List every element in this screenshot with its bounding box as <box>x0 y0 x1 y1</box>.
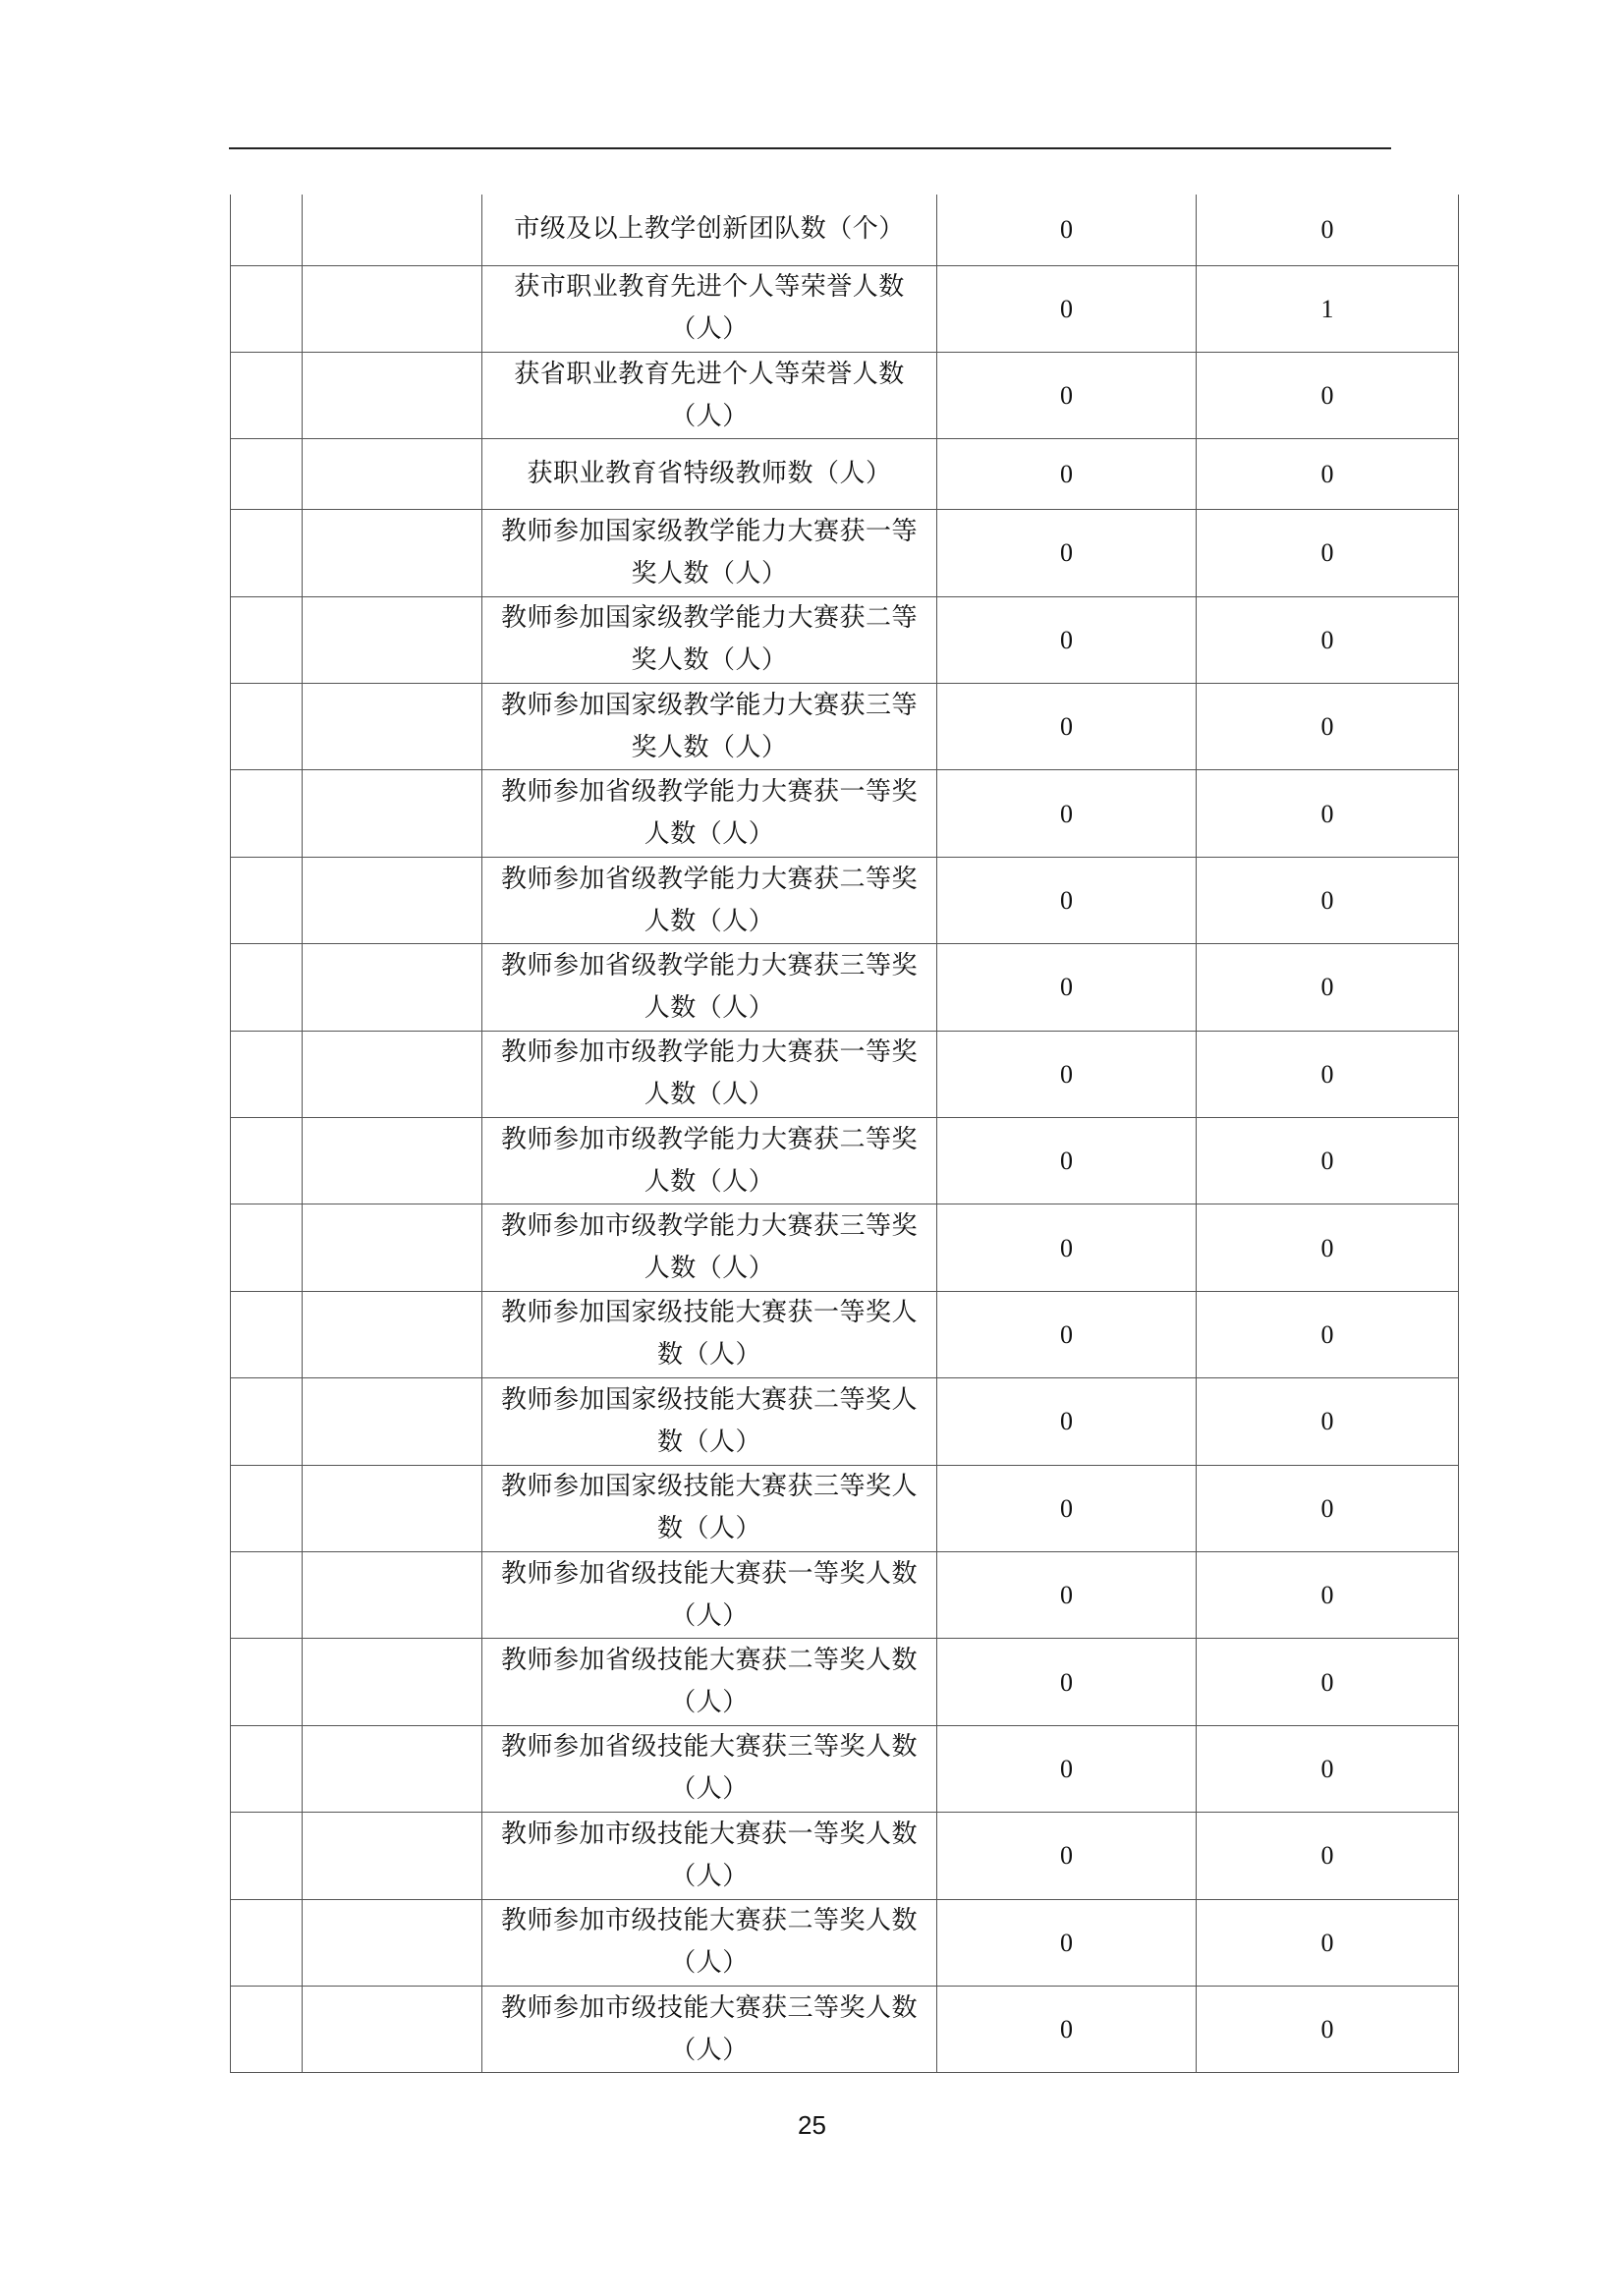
table-row <box>231 1725 1459 1812</box>
value-b-cell: 0 <box>1197 1899 1459 1986</box>
category-cell <box>231 352 303 438</box>
table-row <box>231 1639 1459 1725</box>
value-b-cell: 0 <box>1197 684 1459 770</box>
value-b-cell: 1 <box>1197 265 1459 352</box>
table-row <box>231 1551 1459 1638</box>
subcategory-cell <box>303 1551 482 1638</box>
indicator-label: 教师参加国家级教学能力大赛获一等奖人数（人） <box>482 510 937 596</box>
value-b-cell: 0 <box>1197 195 1459 265</box>
subcategory-cell <box>303 1118 482 1204</box>
category-cell <box>231 1118 303 1204</box>
indicator-label: 教师参加国家级技能大赛获二等奖人数（人） <box>482 1378 937 1465</box>
category-cell <box>231 1291 303 1377</box>
subcategory-cell <box>303 1899 482 1986</box>
indicator-label: 教师参加市级教学能力大赛获二等奖人数（人） <box>482 1118 937 1204</box>
category-cell <box>231 1899 303 1986</box>
category-cell <box>231 1551 303 1638</box>
category-cell <box>231 1378 303 1465</box>
subcategory-cell <box>303 1465 482 1551</box>
indicator-label: 教师参加国家级教学能力大赛获三等奖人数（人） <box>482 684 937 770</box>
table-row <box>231 596 1459 683</box>
subcategory-cell <box>303 439 482 510</box>
value-a-cell: 0 <box>937 1639 1197 1725</box>
category-cell <box>231 770 303 857</box>
table-row <box>231 1118 1459 1204</box>
table-row <box>231 352 1459 438</box>
table-row <box>231 510 1459 596</box>
category-cell <box>231 1639 303 1725</box>
value-b-cell: 0 <box>1197 596 1459 683</box>
value-a-cell: 0 <box>937 1031 1197 1117</box>
indicator-label: 获省职业教育先进个人等荣誉人数（人） <box>482 352 937 438</box>
subcategory-cell <box>303 265 482 352</box>
indicator-label: 教师参加市级教学能力大赛获一等奖人数（人） <box>482 1031 937 1117</box>
value-a-cell: 0 <box>937 1465 1197 1551</box>
subcategory-cell <box>303 944 482 1031</box>
table-row <box>231 1031 1459 1117</box>
subcategory-cell <box>303 684 482 770</box>
table-row <box>231 944 1459 1031</box>
table-row <box>231 195 1459 265</box>
value-a-cell: 0 <box>937 857 1197 943</box>
value-a-cell: 0 <box>937 1725 1197 1812</box>
value-a-cell: 0 <box>937 510 1197 596</box>
value-b-cell: 0 <box>1197 1551 1459 1638</box>
indicator-label: 获市职业教育先进个人等荣誉人数（人） <box>482 265 937 352</box>
indicator-label: 教师参加市级技能大赛获一等奖人数（人） <box>482 1813 937 1899</box>
value-a-cell: 0 <box>937 1551 1197 1638</box>
indicator-label: 教师参加市级技能大赛获三等奖人数（人） <box>482 1986 937 2072</box>
table-row <box>231 265 1459 352</box>
category-cell <box>231 439 303 510</box>
table-row <box>231 1204 1459 1291</box>
table-row <box>231 1899 1459 1986</box>
value-a-cell: 0 <box>937 1899 1197 1986</box>
value-b-cell: 0 <box>1197 944 1459 1031</box>
value-b-cell: 0 <box>1197 1118 1459 1204</box>
value-a-cell: 0 <box>937 684 1197 770</box>
value-b-cell: 0 <box>1197 352 1459 438</box>
value-a-cell: 0 <box>937 596 1197 683</box>
category-cell <box>231 1204 303 1291</box>
category-cell <box>231 265 303 352</box>
category-cell <box>231 857 303 943</box>
indicator-label: 教师参加国家级技能大赛获一等奖人数（人） <box>482 1291 937 1377</box>
table-row <box>231 1465 1459 1551</box>
indicator-label: 教师参加省级技能大赛获三等奖人数（人） <box>482 1725 937 1812</box>
indicator-label: 获职业教育省特级教师数（人） <box>482 439 937 510</box>
subcategory-cell <box>303 1031 482 1117</box>
indicator-label: 教师参加省级教学能力大赛获二等奖人数（人） <box>482 857 937 943</box>
category-cell <box>231 1813 303 1899</box>
subcategory-cell <box>303 1725 482 1812</box>
table-row <box>231 1813 1459 1899</box>
subcategory-cell <box>303 1378 482 1465</box>
category-cell <box>231 1465 303 1551</box>
page-number: 25 <box>798 2110 826 2140</box>
value-a-cell: 0 <box>937 439 1197 510</box>
category-cell <box>231 944 303 1031</box>
subcategory-cell <box>303 1291 482 1377</box>
subcategory-cell <box>303 1986 482 2072</box>
category-cell <box>231 510 303 596</box>
indicator-label: 教师参加国家级技能大赛获三等奖人数（人） <box>482 1465 937 1551</box>
table-row <box>231 1986 1459 2072</box>
value-b-cell: 0 <box>1197 1291 1459 1377</box>
table-row <box>231 1291 1459 1377</box>
value-a-cell: 0 <box>937 1378 1197 1465</box>
value-b-cell: 0 <box>1197 1986 1459 2072</box>
value-a-cell: 0 <box>937 352 1197 438</box>
value-a-cell: 0 <box>937 1118 1197 1204</box>
subcategory-cell <box>303 857 482 943</box>
indicator-label: 教师参加省级技能大赛获二等奖人数（人） <box>482 1639 937 1725</box>
indicator-label: 市级及以上教学创新团队数（个） <box>482 195 937 265</box>
category-cell <box>231 1725 303 1812</box>
value-a-cell: 0 <box>937 944 1197 1031</box>
subcategory-cell <box>303 1204 482 1291</box>
value-a-cell: 0 <box>937 265 1197 352</box>
value-a-cell: 0 <box>937 1813 1197 1899</box>
value-a-cell: 0 <box>937 1986 1197 2072</box>
indicator-label: 教师参加省级教学能力大赛获三等奖人数（人） <box>482 944 937 1031</box>
header-rule <box>229 147 1391 149</box>
value-b-cell: 0 <box>1197 439 1459 510</box>
value-b-cell: 0 <box>1197 857 1459 943</box>
value-b-cell: 0 <box>1197 1204 1459 1291</box>
value-b-cell: 0 <box>1197 510 1459 596</box>
indicator-label: 教师参加省级教学能力大赛获一等奖人数（人） <box>482 770 937 857</box>
table-row <box>231 1378 1459 1465</box>
value-b-cell: 0 <box>1197 1465 1459 1551</box>
value-a-cell: 0 <box>937 195 1197 265</box>
category-cell <box>231 1986 303 2072</box>
subcategory-cell <box>303 510 482 596</box>
table-row <box>231 684 1459 770</box>
value-b-cell: 0 <box>1197 770 1459 857</box>
value-b-cell: 0 <box>1197 1725 1459 1812</box>
subcategory-cell <box>303 352 482 438</box>
value-a-cell: 0 <box>937 770 1197 857</box>
subcategory-cell <box>303 770 482 857</box>
value-b-cell: 0 <box>1197 1639 1459 1725</box>
value-b-cell: 0 <box>1197 1378 1459 1465</box>
indicator-label: 教师参加市级技能大赛获二等奖人数（人） <box>482 1899 937 1986</box>
indicator-label: 教师参加市级教学能力大赛获三等奖人数（人） <box>482 1204 937 1291</box>
table-row <box>231 439 1459 510</box>
value-b-cell: 0 <box>1197 1031 1459 1117</box>
subcategory-cell <box>303 195 482 265</box>
value-a-cell: 0 <box>937 1204 1197 1291</box>
table-row <box>231 770 1459 857</box>
value-a-cell: 0 <box>937 1291 1197 1377</box>
statistics-table <box>230 195 1459 2073</box>
subcategory-cell <box>303 1639 482 1725</box>
category-cell <box>231 684 303 770</box>
category-cell <box>231 1031 303 1117</box>
indicator-label: 教师参加国家级教学能力大赛获二等奖人数（人） <box>482 596 937 683</box>
subcategory-cell <box>303 1813 482 1899</box>
subcategory-cell <box>303 596 482 683</box>
table-row <box>231 857 1459 943</box>
value-b-cell: 0 <box>1197 1813 1459 1899</box>
category-cell <box>231 195 303 265</box>
indicator-label: 教师参加省级技能大赛获一等奖人数（人） <box>482 1551 937 1638</box>
category-cell <box>231 596 303 683</box>
